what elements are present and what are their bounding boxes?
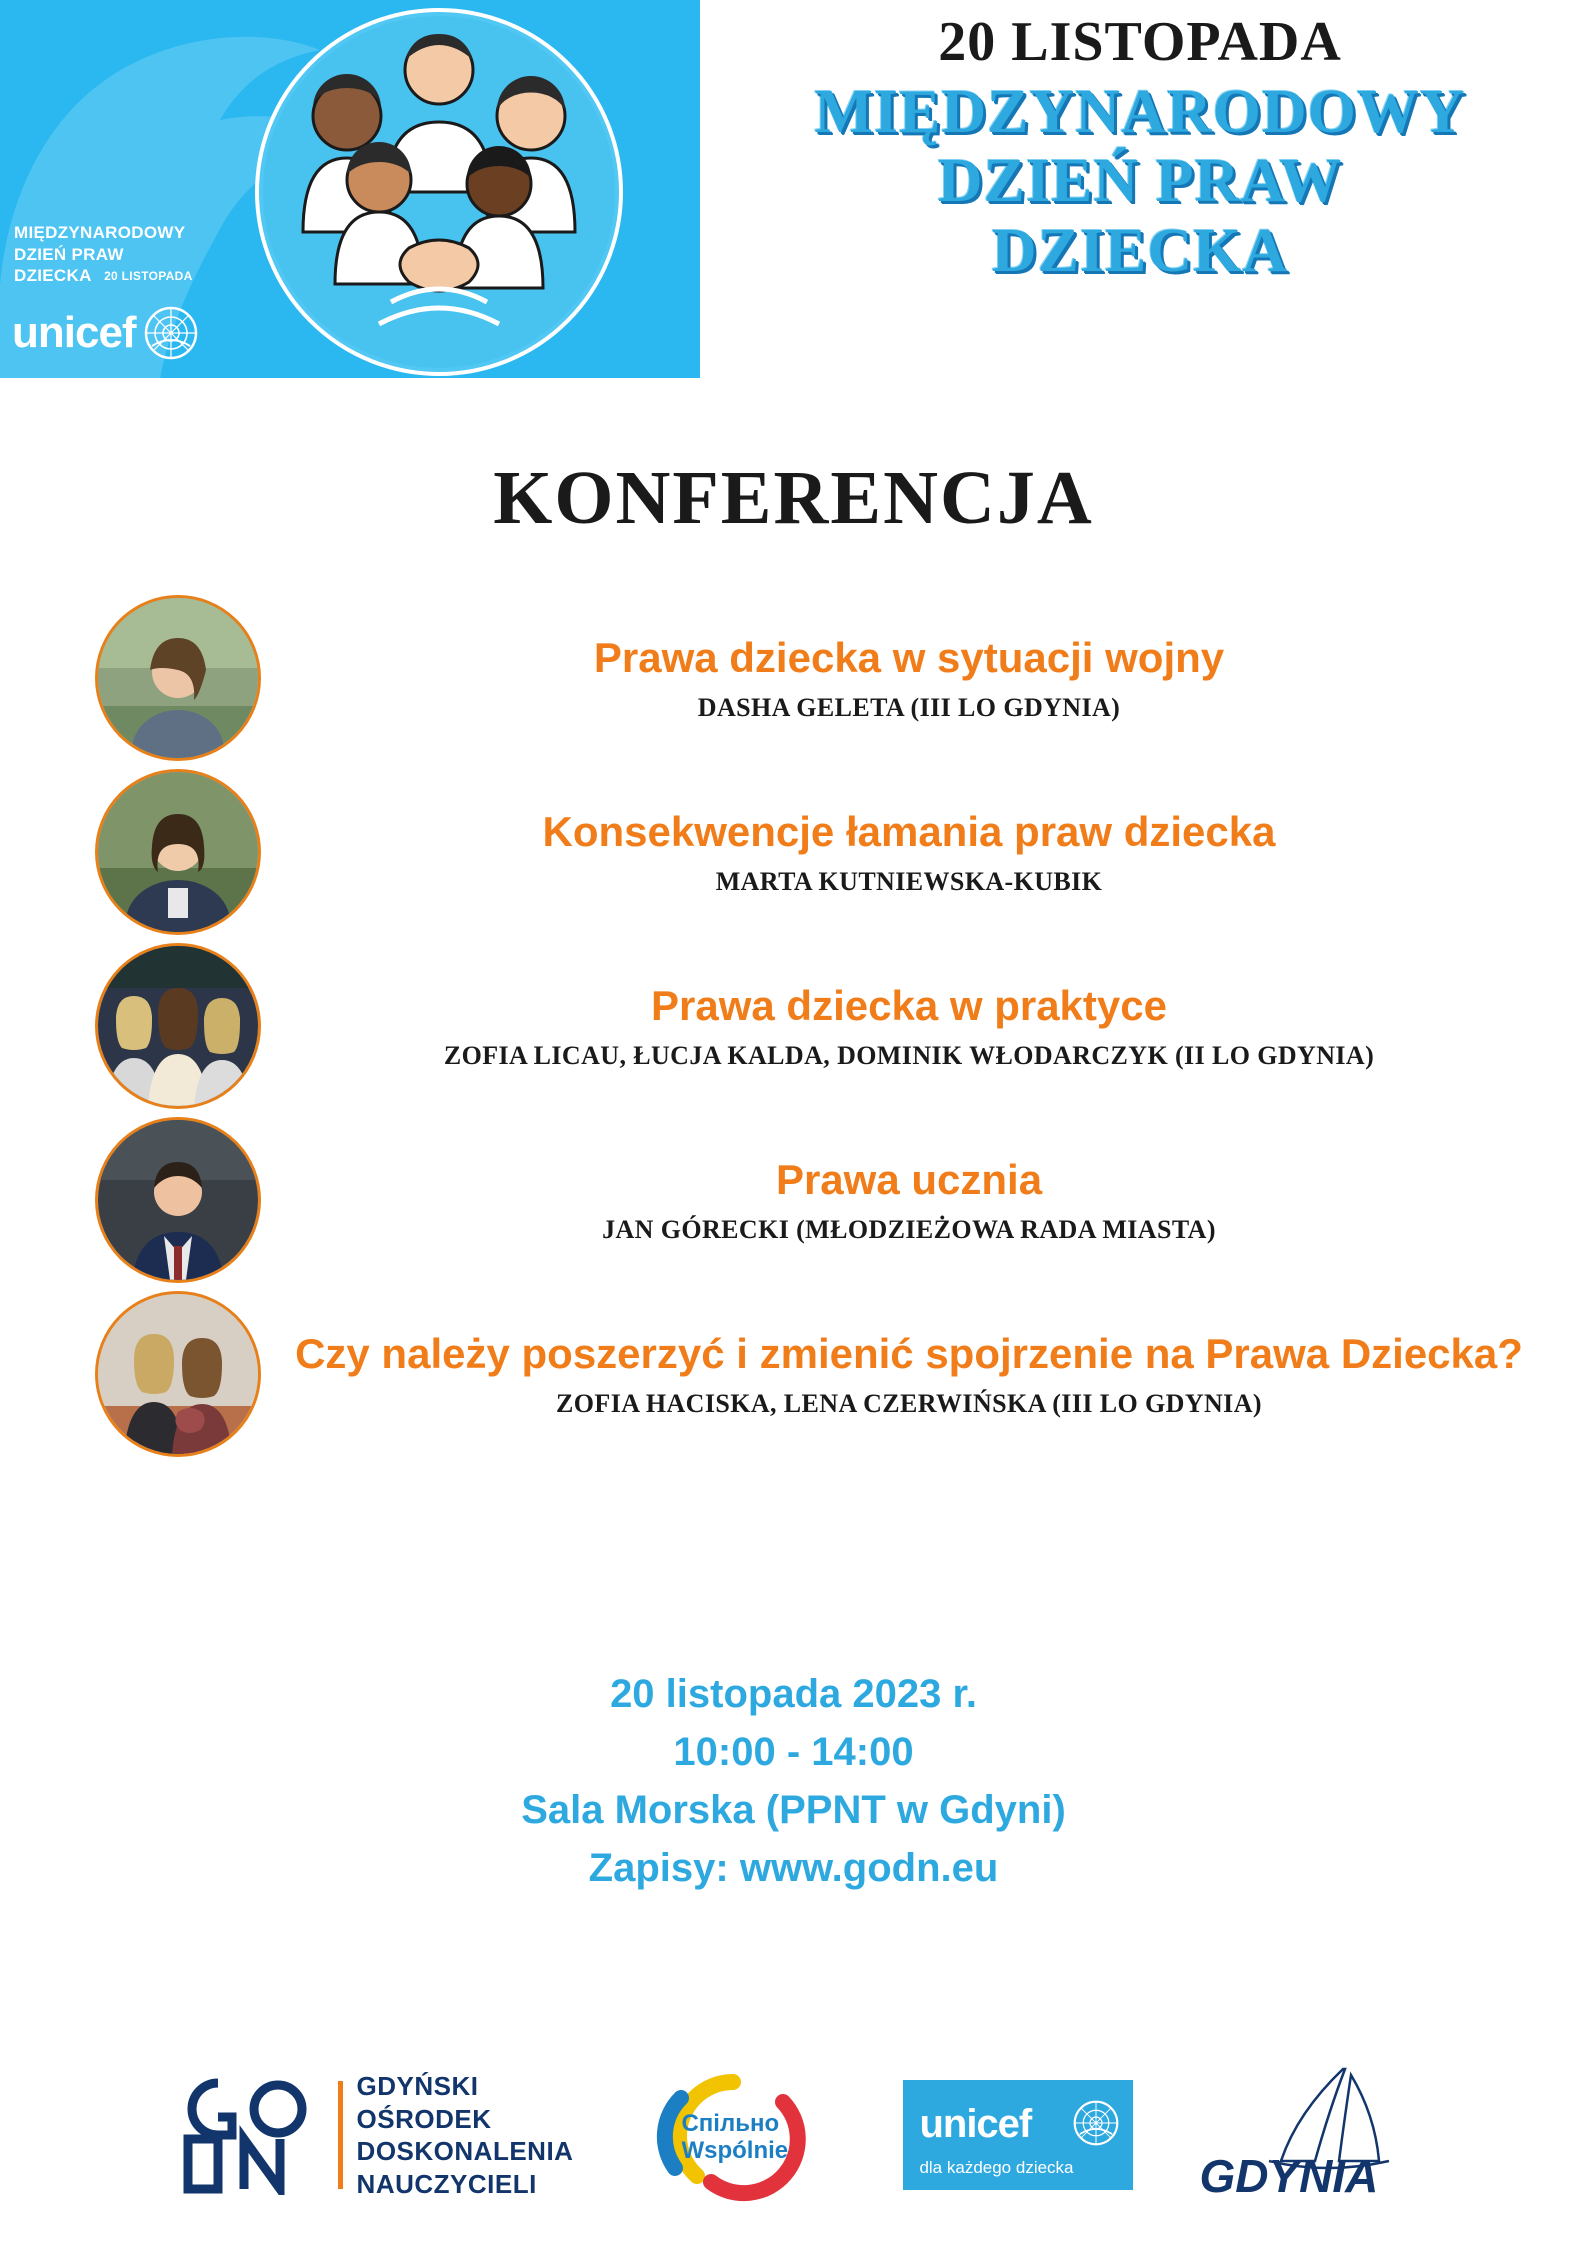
talk-speaker: ZOFIA HACISKA, LENA CZERWIŃSKA (III LO GDYNIA)	[556, 1388, 1262, 1418]
godn-wordmark	[357, 2070, 574, 2200]
logo-gdynia	[1193, 2065, 1413, 2205]
banner-caption-line3: DZIECKA	[14, 265, 92, 285]
talk-title: Konsekwencje łamania praw dziecka	[542, 808, 1276, 856]
talk-item	[0, 769, 1587, 935]
poster-header	[0, 0, 1587, 380]
poster-title-line3: DZIECKA	[991, 216, 1289, 285]
banner-unicef-logo	[12, 306, 198, 360]
unicef-tagline: dla każdego dziecka	[919, 2158, 1074, 2177]
poster-title-line2: DZIEŃ PRAW	[937, 147, 1343, 216]
banner-caption-line2: DZIEŃ PRAW	[14, 244, 124, 264]
logo-spilno	[633, 2068, 843, 2203]
banner-caption-small: 20 LISTOPADA	[104, 268, 193, 283]
spilno-wordmark	[681, 2110, 788, 2165]
talk-title: Prawa dziecka w sytuacji wojny	[593, 634, 1225, 682]
talk-item	[0, 1291, 1587, 1457]
spilno-line2: Wspólnie	[681, 2137, 789, 2165]
event-date: 20 listopada 2023 r.	[610, 1672, 977, 1716]
footer-logos	[0, 2065, 1587, 2205]
spilno-line1: Спільно	[681, 2109, 780, 2137]
event-signup[interactable]: Zapisy: www.godn.eu	[588, 1846, 999, 1890]
talk-title: Czy należy poszerzyć i zmienić spojrzenie na Prawa Dziecka?	[295, 1330, 1523, 1378]
talk-speaker: ZOFIA LICAU, ŁUCJA KALDA, DOMINIK WŁODARCZYK (II LO GDYNIA)	[443, 1040, 1375, 1070]
banner-caption	[14, 222, 193, 286]
unicef-banner	[0, 0, 700, 378]
talk-item	[0, 595, 1587, 761]
avatar-marta-kutniewska-kubik	[95, 769, 261, 935]
unicef-wordmark: unicef	[12, 308, 136, 357]
gdynia-wordmark: GDYNIA	[1199, 2150, 1379, 2202]
poster-title	[700, 10, 1580, 286]
godn-line2: OŚRODEK	[356, 2103, 492, 2134]
poster-title-line1: MIĘDZYNARODOWY	[814, 78, 1466, 146]
avatar-jan-gorecki	[95, 1117, 261, 1283]
godn-line3: DOSKONALENIA	[356, 2136, 574, 2166]
section-title: KONFERENCJA	[493, 456, 1094, 540]
talk-item	[0, 1117, 1587, 1283]
talk-item	[0, 943, 1587, 1109]
talk-title: Prawa dziecka w praktyce	[651, 982, 1167, 1030]
un-emblem-icon	[144, 306, 198, 360]
logo-divider	[338, 2081, 343, 2189]
talk-speaker: DASHA GELETA (III LO GDYNIA)	[697, 692, 1121, 722]
unicef-wordmark-footer: unicef	[919, 2102, 1032, 2146]
avatar-zofia-lucja-dominik	[95, 943, 261, 1109]
un-emblem-icon-footer	[1073, 2100, 1119, 2146]
banner-caption-line1: MIĘDZYNARODOWY	[14, 223, 186, 243]
avatar-zofia-lena	[95, 1291, 261, 1457]
godn-mark-icon	[174, 2075, 324, 2195]
event-time: 10:00 - 14:00	[673, 1730, 914, 1774]
children-holding-hands-icon	[259, 12, 619, 372]
poster-date-heading: 20 LISTOPADA	[938, 11, 1342, 73]
talk-speaker: MARTA KUTNIEWSKA-KUBIK	[715, 866, 1103, 896]
avatar-dasha-geleta	[95, 595, 261, 761]
logo-unicef-footer	[903, 2080, 1133, 2190]
event-details	[0, 1665, 1587, 1897]
talks-list	[0, 595, 1587, 1465]
event-place: Sala Morska (PPNT w Gdyni)	[521, 1788, 1066, 1832]
godn-line1: GDYŃSKI	[356, 2071, 479, 2101]
talk-speaker: JAN GÓRECKI (MŁODZIEŻOWA RADA MIASTA)	[602, 1214, 1216, 1244]
children-illustration	[255, 8, 623, 376]
talk-title: Prawa ucznia	[775, 1156, 1043, 1204]
godn-line4: NAUCZYCIELI	[356, 2168, 537, 2199]
logo-godn	[174, 2070, 574, 2200]
